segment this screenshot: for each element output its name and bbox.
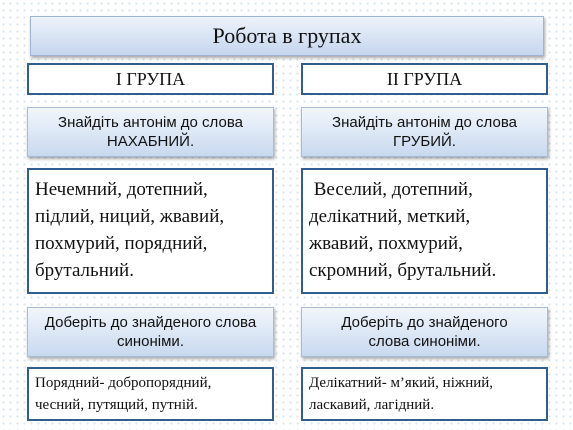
group2-task (301, 107, 548, 157)
group2-word-line: Веселий, дотепний, (309, 179, 473, 200)
group1-task2-line: Доберіть до знайденого слова (44, 314, 257, 331)
group2-task-line: Знайдіть антонім до слова (332, 114, 517, 131)
group1-word-line: Нечемний, дотепний, (35, 179, 208, 200)
group1-task-line: НАХАБНИЙ. (106, 133, 195, 150)
group1-answer (27, 367, 274, 421)
group2-answer-line: ласкавий, лагідний. (309, 397, 435, 413)
group2-answer-line: Делікатний- м’який, ніжний, (309, 375, 494, 391)
group1-header (27, 63, 274, 95)
group2-header (301, 63, 548, 95)
group1-task-line: Знайдіть антонім до слова (58, 114, 243, 131)
group1-words (27, 168, 274, 294)
group1-answer-line: Порядний- добропорядний, (35, 375, 212, 391)
group2-header-text: II ГРУПА (386, 68, 463, 89)
group2-answer (301, 367, 548, 421)
group1-task2-line: синоніми. (117, 333, 184, 350)
group1-answer-line: чесний, путящий, путній. (35, 397, 198, 413)
group1-task (27, 107, 274, 157)
group2-task2-line: Доберіть до знайденого (341, 314, 508, 331)
group2-task2-line: слова синоніми. (368, 333, 481, 350)
group1-header-text: I ГРУПА (115, 68, 186, 89)
group2-task2 (301, 307, 548, 357)
group1-word-line: підлий, ниций, жвавий, (35, 206, 225, 227)
group2-word-line: делікатний, меткий, (309, 206, 471, 227)
group2-word-line: скромний, брутальний. (309, 260, 497, 281)
group2-words (301, 168, 548, 294)
group2-task-line: ГРУБИЙ. (393, 133, 456, 150)
group1-task2 (27, 307, 274, 357)
group1-word-line: похмурий, порядний, (35, 233, 208, 254)
slide-title (30, 16, 544, 56)
group2-word-line: жвавий, похмурий, (309, 233, 463, 254)
group1-word-line: брутальний. (35, 260, 134, 281)
slide-title-text: Робота в групах (212, 23, 362, 48)
